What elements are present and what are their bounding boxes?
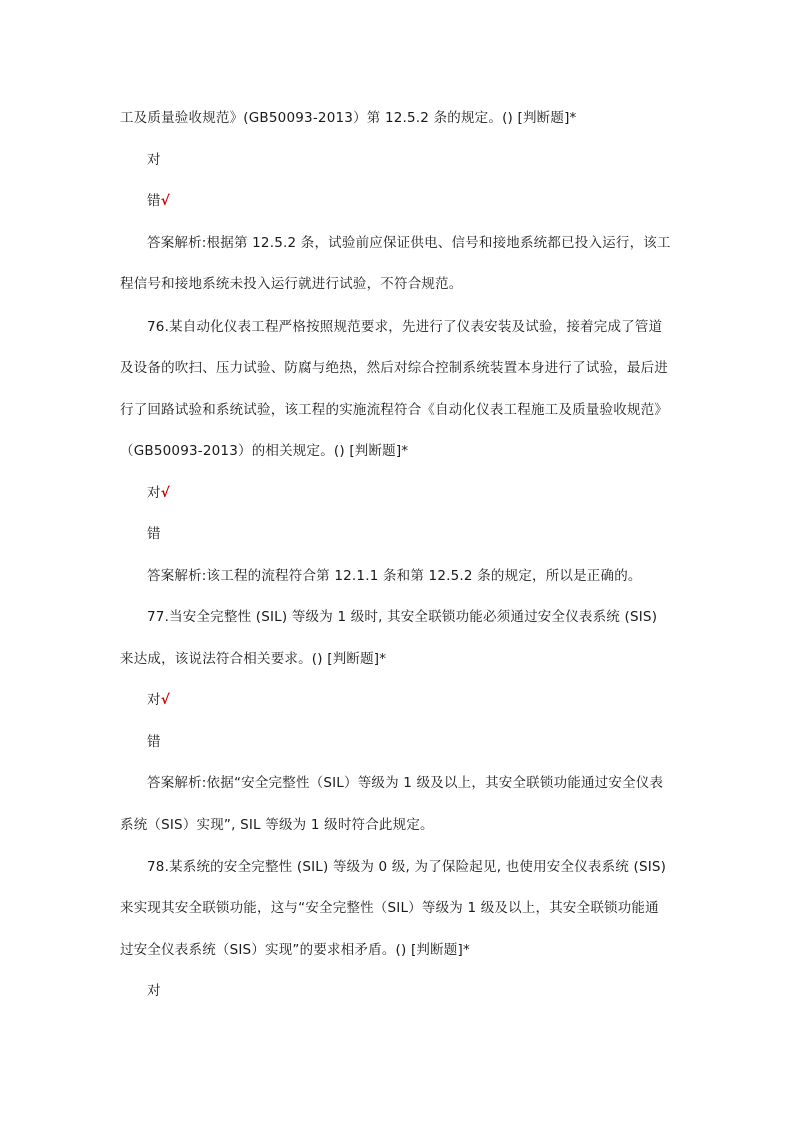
question-78-text-cont: 来实现其安全联锁功能，这与“安全完整性（SIL）等级为 1 级及以上，其安全联锁功能通 <box>120 900 659 916</box>
question-75-text-tail: 工及质量验收规范》(GB50093-2013）第 12.5.2 条的规定。() [判断题]* <box>120 110 577 126</box>
q77-answer-explanation: 答案解析:依据“安全完整性（SIL）等级为 1 级及以上，其安全联锁功能通过安全仪表 <box>147 775 664 791</box>
question-76-text-cont: 及设备的吹扫、压力试验、防腐与绝热，然后对综合控制系统装置本身进行了试验，最后进 <box>120 360 668 376</box>
question-77-text: 77.当安全完整性 (SIL) 等级为 1 级时, 其安全联锁功能必须通过安全仪表系统 (SIS) <box>147 609 658 625</box>
question-76-text-cont: 行了回路试验和系统试验，该工程的实施流程符合《自动化仪表工程施工及质量验收规范》 <box>120 402 668 418</box>
q77-option-false: 错 <box>147 734 161 750</box>
correct-check-icon: √ <box>160 193 170 209</box>
correct-check-icon: √ <box>160 692 170 708</box>
question-76-text: 76.某自动化仪表工程严格按照规范要求，先进行了仪表安装及试验，接着完成了管道 <box>147 319 663 335</box>
q76-answer-explanation: 答案解析:该工程的流程符合第 12.1.1 条和第 12.5.2 条的规定，所以是正确的。 <box>147 568 642 584</box>
correct-check-icon: √ <box>160 485 170 501</box>
question-77-text-cont: 来达成，该说法符合相关要求。() [判断题]* <box>120 651 387 667</box>
question-76-text-cont: （GB50093-2013）的相关规定。() [判断题]* <box>120 443 409 459</box>
q78-option-true: 对 <box>147 983 161 999</box>
q76-option-true: 对√ <box>147 485 170 501</box>
q76-option-false: 错 <box>147 526 161 542</box>
q77-answer-explanation-cont: 系统（SIS）实现”, SIL 等级为 1 级时符合此规定。 <box>120 817 434 833</box>
q75-option-true: 对 <box>147 152 161 168</box>
question-78-text: 78.某系统的安全完整性 (SIL) 等级为 0 级, 为了保险起见, 也使用安全仪表系统 (SIS) <box>147 859 667 875</box>
q75-answer-explanation: 答案解析:根据第 12.5.2 条，试验前应保证供电、信号和接地系统都已投入运行，该工 <box>147 235 671 251</box>
q75-option-false: 错√ <box>147 193 170 209</box>
question-78-text-cont: 过安全仪表系统（SIS）实现”的要求相矛盾。() [判断题]* <box>120 942 470 958</box>
q75-answer-explanation-cont: 程信号和接地系统未投入运行就进行试验，不符合规范。 <box>120 276 463 292</box>
q77-option-true: 对√ <box>147 692 170 708</box>
